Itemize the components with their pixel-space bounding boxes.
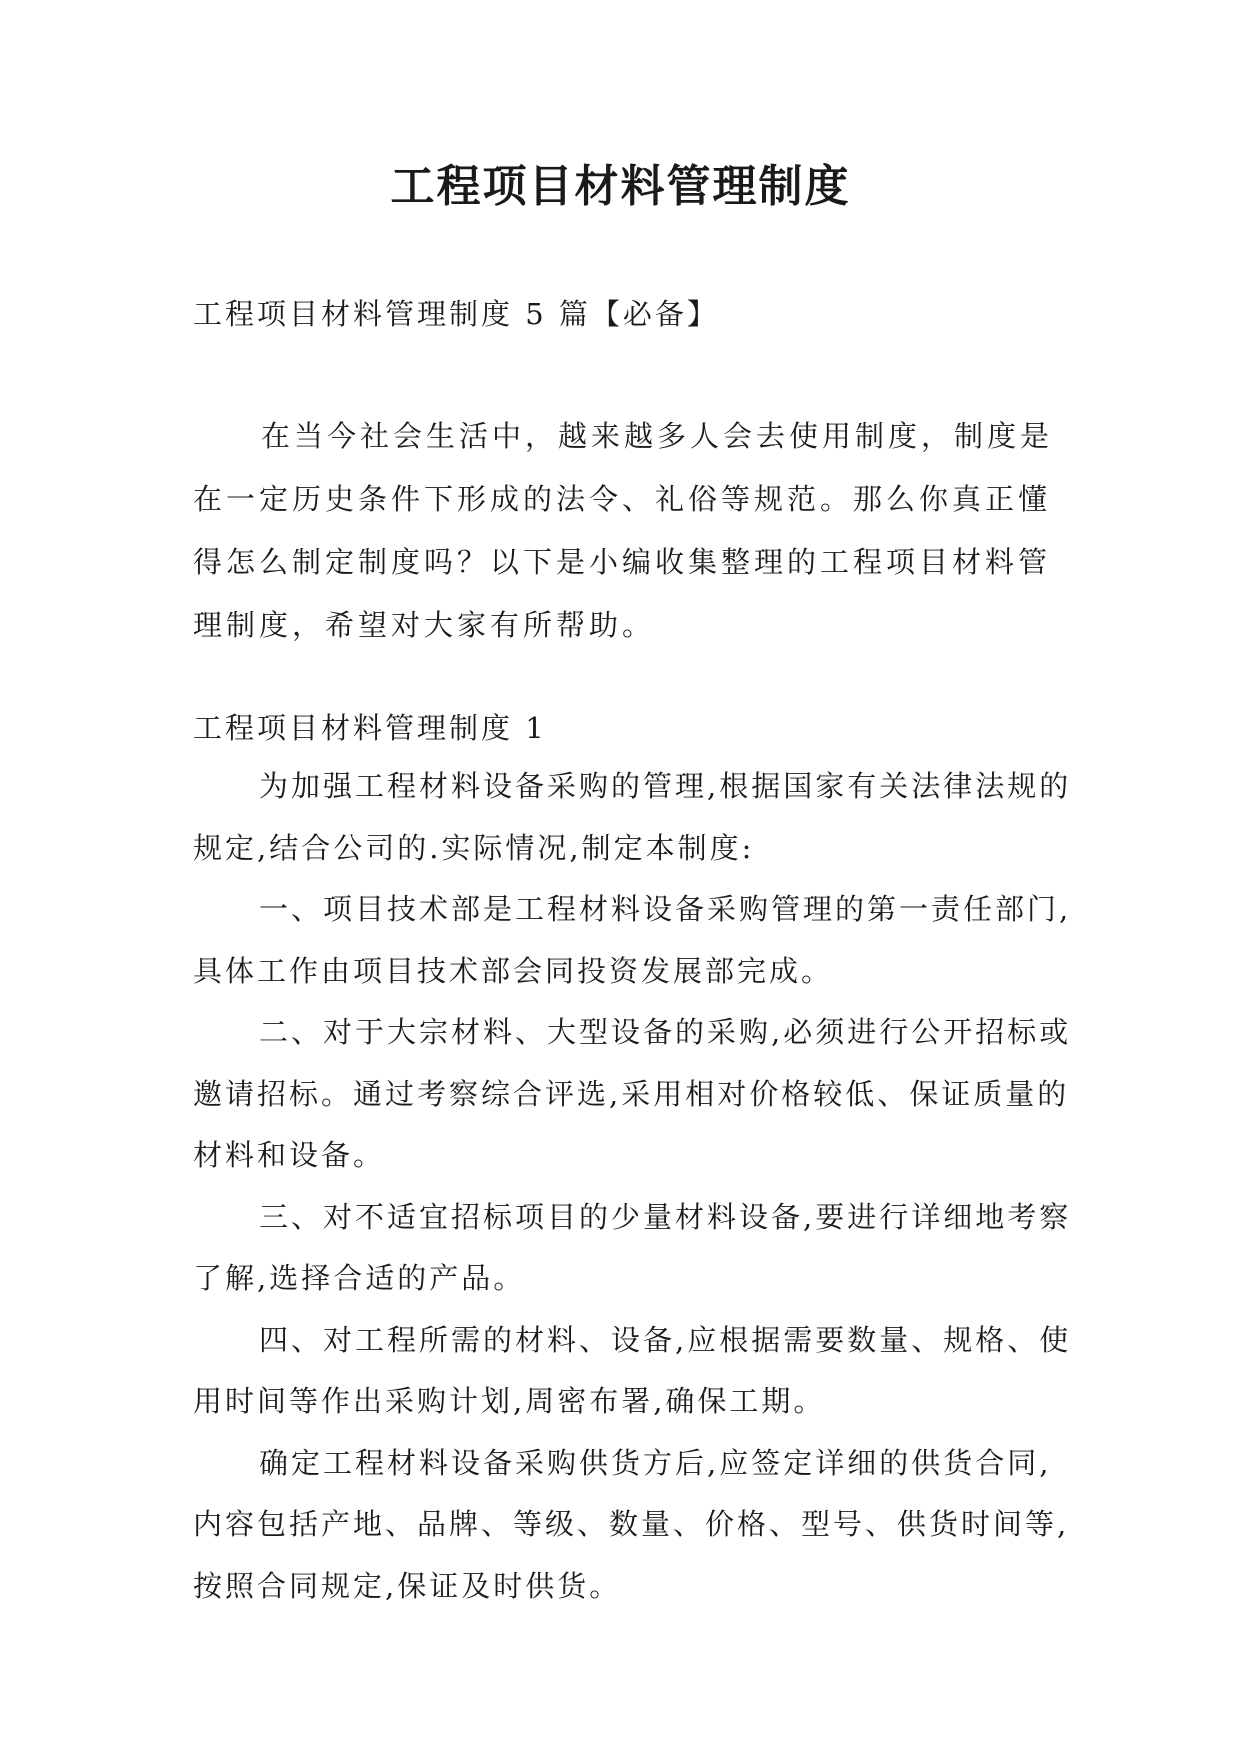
paragraph: 四、对工程所需的材料、设备,应根据需要数量、规格、使用时间等作出采购计划,周密布署,确保工期。 [193, 1322, 1072, 1418]
paragraph: 三、对不适宜招标项目的少量材料设备,要进行详细地考察了解,选择合适的产品。 [193, 1199, 1072, 1295]
paragraph: 一、项目技术部是工程材料设备采购管理的第一责任部门,具体工作由项目技术部会同投资发展部完成。 [193, 892, 1072, 988]
paragraph: 二、对于大宗材料、大型设备的采购,必须进行公开招标或邀请招标。通过考察综合评选,采用相对价格较低、保证质量的材料和设备。 [193, 1015, 1072, 1172]
paragraph: 为加强工程材料设备采购的管理,根据国家有关法律法规的规定,结合公司的.实际情况,制定本制度: [193, 769, 1072, 865]
document-title: 工程项目材料管理制度 [390, 161, 851, 212]
paragraph: 确定工程材料设备采购供货方后,应签定详细的供货合同,内容包括产地、品牌、等级、数量、价格、型号、供货时间等,按照合同规定,保证及时供货。 [193, 1445, 1070, 1603]
section-heading: 工程项目材料管理制度 1 [193, 711, 547, 745]
section-body [193, 756, 1073, 1617]
document-subtitle: 工程项目材料管理制度 5 篇【必备】 [193, 297, 719, 331]
intro-paragraph: 在当今社会生活中，越来越多人会去使用制度，制度是在一定历史条件下形成的法令、礼俗等规范。那么你真正懂得怎么制定制度吗？以下是小编收集整理的工程项目材料管理制度，希望对大家有所帮助。 [193, 419, 1054, 642]
